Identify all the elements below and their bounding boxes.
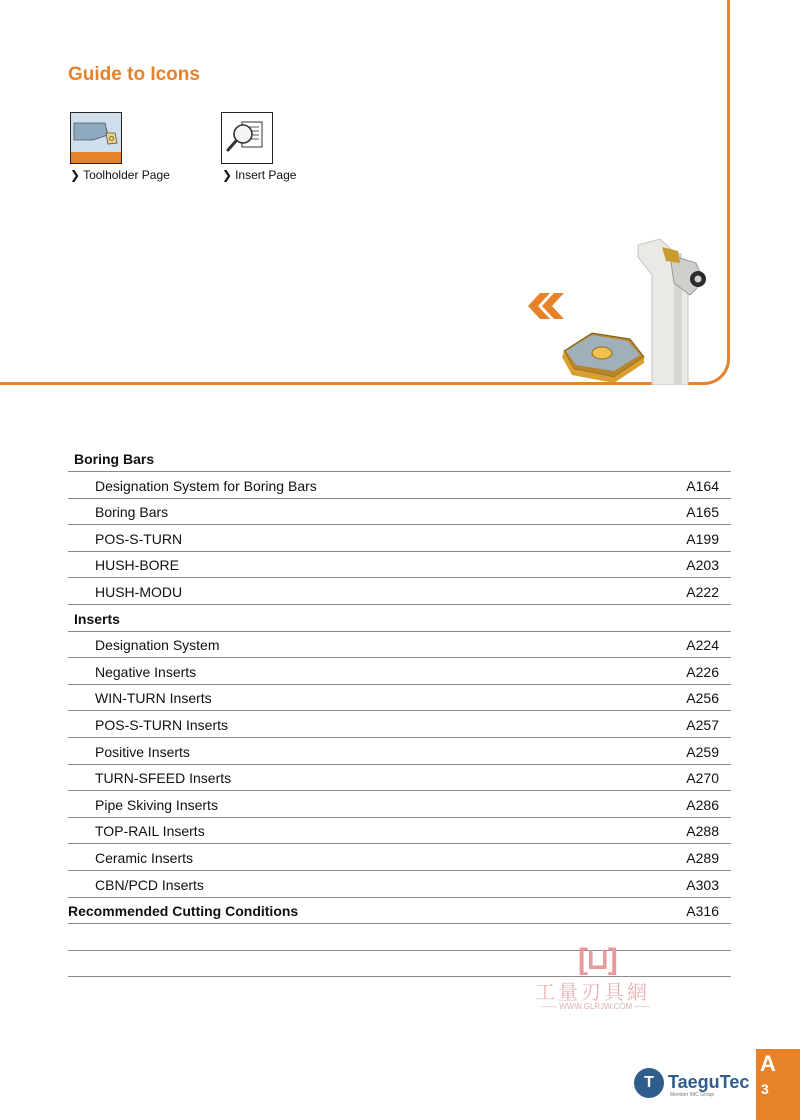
toc-row-page: A259: [686, 743, 719, 760]
toc-row[interactable]: [68, 844, 731, 871]
watermark-text: 工量刃具網: [535, 982, 650, 1004]
toc-row-label: Pipe Skiving Inserts: [95, 796, 218, 813]
toc-section-heading-label: Inserts: [74, 610, 120, 627]
toc-row[interactable]: [68, 632, 731, 659]
toc-row[interactable]: [68, 578, 731, 605]
toc-row[interactable]: [68, 552, 731, 579]
toolholder-caption[interactable]: [70, 168, 170, 182]
toc-row-main-page: A316: [686, 903, 719, 920]
toc-section-heading[interactable]: [68, 446, 731, 472]
toc-row-label: Positive Inserts: [95, 743, 190, 760]
brand-mark-icon: T: [634, 1068, 664, 1098]
toc-row-label: TOP-RAIL Inserts: [95, 823, 205, 840]
toc-row-page: A199: [686, 530, 719, 547]
toc-row-label: Ceramic Inserts: [95, 849, 194, 866]
toc-row-label: HUSH-BORE: [95, 557, 180, 574]
page-number: 3: [761, 1081, 769, 1097]
toc-section-heading[interactable]: [68, 605, 731, 632]
toc-row-page: A226: [686, 663, 719, 680]
toc-row[interactable]: [68, 791, 731, 818]
toc-row[interactable]: [68, 658, 731, 685]
toc-row[interactable]: [68, 525, 731, 552]
insert-caption-label: Insert Page: [235, 168, 297, 182]
toc-row-page: A289: [686, 849, 719, 866]
toolholder-caption-label: Toolholder Page: [83, 168, 170, 182]
page-title: Guide to Icons: [68, 64, 200, 85]
table-of-contents: [68, 446, 731, 977]
toc-row[interactable]: [68, 685, 731, 712]
toc-row-label: Designation System for Boring Bars: [95, 477, 317, 494]
watermark-url: —— WWW.GLRJW.COM ——: [541, 1002, 651, 1011]
section-tab[interactable]: [756, 1049, 800, 1120]
double-chevron-left-icon: [528, 293, 564, 319]
toc-row-main[interactable]: [68, 898, 731, 925]
toc-row-page: A164: [686, 477, 719, 494]
toc-row[interactable]: [68, 871, 731, 898]
toc-row[interactable]: [68, 818, 731, 845]
toc-row-page: A222: [686, 583, 719, 600]
chevron-right-icon: ❯: [70, 168, 81, 182]
toc-row-page: A224: [686, 637, 719, 654]
toc-row-page: A257: [686, 716, 719, 733]
toc-row-label: HUSH-MODU: [95, 583, 183, 600]
toc-row-main-label: Recommended Cutting Conditions: [68, 903, 299, 920]
chevron-right-icon: ❯: [222, 168, 233, 182]
toc-row-page: A203: [686, 557, 719, 574]
toc-row[interactable]: [68, 472, 731, 499]
product-image: [520, 235, 730, 385]
section-tab-letter: A: [760, 1051, 776, 1076]
toc-row[interactable]: [68, 738, 731, 765]
toc-row[interactable]: [68, 711, 731, 738]
insert-magnifier-icon[interactable]: [221, 112, 273, 164]
toc-row-label: CBN/PCD Inserts: [95, 876, 204, 893]
toc-row-label: POS-S-TURN: [95, 530, 183, 547]
toc-row-label: Designation System: [95, 637, 220, 654]
watermark: [535, 942, 675, 1017]
toc-row-page: A256: [686, 690, 719, 707]
toc-section-heading-label: Boring Bars: [74, 451, 155, 467]
toc-row-page: A270: [686, 770, 719, 787]
toolholder-icon[interactable]: [70, 112, 122, 164]
toc-row[interactable]: [68, 499, 731, 526]
toc-row-label: Boring Bars: [95, 504, 169, 521]
toc-row-label: WIN-TURN Inserts: [95, 690, 212, 707]
toc-row-page: A303: [686, 876, 719, 893]
toc-row[interactable]: [68, 765, 731, 792]
toc-row-page: A165: [686, 504, 719, 521]
insert-caption[interactable]: [222, 168, 296, 182]
brand-subtitle: Member IMC Group: [670, 1092, 715, 1098]
toc-row-label: TURN-SFEED Inserts: [95, 770, 232, 787]
watermark-logo: [⊔]: [578, 943, 616, 976]
brand-name: TaeguTec: [668, 1072, 750, 1092]
toc-row-page: A286: [686, 796, 719, 813]
toc-row-label: Negative Inserts: [95, 663, 197, 680]
toc-row-page: A288: [686, 823, 719, 840]
toc-row-label: POS-S-TURN Inserts: [95, 716, 229, 733]
